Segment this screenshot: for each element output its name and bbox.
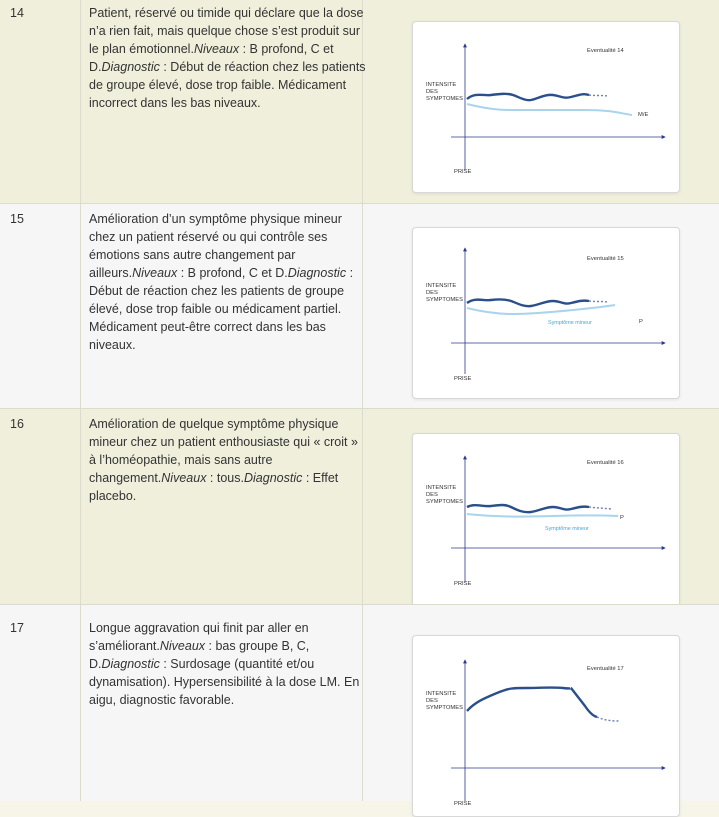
row-description [89, 415, 367, 505]
x-label: PRISE [454, 801, 472, 807]
x-label: PRISE [454, 376, 472, 382]
dark-curve-fade [597, 717, 619, 721]
y-label-line-2: DES [426, 492, 438, 498]
number-cell [0, 0, 81, 203]
dark-curve [467, 505, 589, 512]
label-symptome-mineur: Symptôme mineur [548, 320, 592, 326]
italic-term: Niveaux [132, 266, 178, 280]
y-label-line-1: INTENSITE [426, 283, 457, 289]
row-number: 15 [10, 212, 24, 226]
row-number: 17 [10, 621, 24, 635]
table-row-15 [0, 203, 719, 409]
chart-svg [413, 434, 679, 606]
row-description [89, 4, 367, 112]
table-row-14 [0, 0, 719, 203]
x-label: PRISE [454, 581, 472, 587]
italic-term: Niveaux [159, 639, 206, 653]
y-label-line-3: SYMPTOMES [426, 96, 463, 102]
chart-svg [413, 228, 679, 398]
chart-title: Eventualité 16 [587, 460, 624, 466]
y-label-line-1: INTENSITE [426, 691, 457, 697]
light-curve [467, 514, 618, 517]
chart-title: Eventualité 14 [587, 48, 624, 54]
description-text: : bas groupe B, C, D. [89, 639, 310, 671]
light-curve [467, 104, 632, 115]
description-cell [80, 605, 363, 801]
chart-card [412, 21, 680, 193]
label-symptome-mineur: Symptôme mineur [545, 526, 589, 532]
description-text: Patient, réservé ou timide qui déclare que la dose n’a rien fait, mais quelque chose s’est produit sur le plan émotionnel. [89, 6, 364, 56]
table-row-17 [0, 604, 719, 807]
description-text: : tous. [206, 471, 244, 485]
italic-term: Niveaux [161, 471, 207, 485]
chart-cell [362, 605, 719, 807]
number-cell [0, 204, 81, 409]
description-text: : B profond, C et D. [89, 42, 334, 74]
row-description [89, 619, 367, 709]
italic-term: Diagnostic [101, 657, 160, 671]
row-description [89, 210, 367, 354]
dark-curve-fade [589, 301, 607, 302]
chart-card [412, 635, 680, 817]
dark-curve [467, 299, 589, 306]
description-text: Amélioration d’un symptôme physique mineur chez un patient réservé ou qui contrôle ses émotions sans autre changement par ailleurs. [89, 212, 342, 280]
description-cell [80, 0, 366, 203]
chart-cell [362, 204, 719, 409]
dark-curve-fade [589, 95, 607, 96]
dark-curve [467, 94, 589, 100]
italic-term: Diagnostic [101, 60, 160, 74]
row-number: 16 [10, 417, 24, 431]
dark-curve [467, 688, 597, 717]
chart-cell [362, 409, 719, 605]
y-label-line-3: SYMPTOMES [426, 705, 463, 711]
y-label-line-2: DES [426, 290, 438, 296]
description-text: Longue aggravation qui finit par aller en s’améliorant. [89, 621, 309, 653]
description-text: : Surdosage (quantité et/ou dynamisation). Hypersensibilité à la dose LM. En aigu, diagnostic favorable. [89, 657, 360, 707]
y-label-line-2: DES [426, 698, 438, 704]
description-text: Amélioration de quelque symptôme physique mineur chez un patient enthousiaste qui « croit » à l’homéopathie, mais sans autre changement. [89, 417, 358, 485]
table-row-16 [0, 408, 719, 605]
label-me: M/E [638, 112, 649, 118]
label-p: P [620, 515, 624, 521]
number-cell [0, 605, 81, 801]
y-label-line-2: DES [426, 89, 438, 95]
chart-title: Eventualité 15 [587, 256, 624, 262]
italic-term: Diagnostic [287, 266, 347, 280]
chart-card [412, 227, 680, 399]
italic-term: Diagnostic [243, 471, 303, 485]
y-label-line-1: INTENSITE [426, 485, 457, 491]
description-text: : Effet placebo. [89, 471, 339, 503]
description-text: : Début de réaction chez les patients de groupe élevé, dose trop faible. Médicament incorrect dans les bas niveaux. [89, 60, 366, 110]
number-cell [0, 409, 81, 605]
row-number: 14 [10, 6, 24, 20]
italic-term: Niveaux [193, 42, 240, 56]
description-text: : Début de réaction chez les patients de groupe élevé, dose trop faible ou médicament partiel. Médicament peut-être correct dans les bas niveaux. [89, 266, 354, 352]
chart-title: Eventualité 17 [587, 666, 624, 672]
chart-svg [413, 636, 679, 816]
y-label-line-3: SYMPTOMES [426, 499, 463, 505]
description-text: : B profond, C et D. [177, 266, 288, 280]
chart-svg [413, 22, 679, 192]
description-cell [80, 204, 363, 409]
light-curve [467, 305, 615, 314]
chart-cell [362, 0, 719, 203]
dark-curve-fade [589, 507, 611, 509]
y-label-line-1: INTENSITE [426, 82, 457, 88]
x-label: PRISE [454, 169, 472, 175]
y-label-line-3: SYMPTOMES [426, 297, 463, 303]
chart-card [412, 433, 680, 607]
label-p: P [639, 319, 643, 325]
description-cell [80, 409, 363, 605]
